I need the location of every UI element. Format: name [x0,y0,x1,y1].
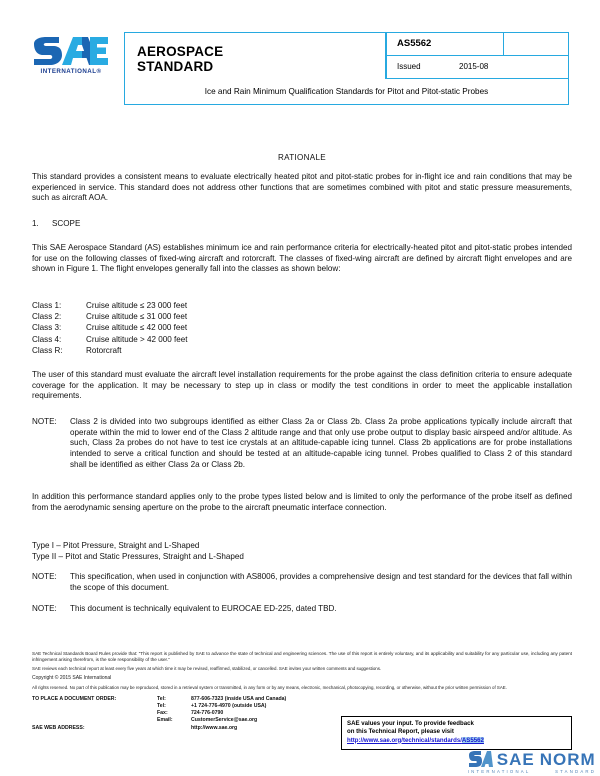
class-value: Rotorcraft [86,345,122,355]
note-tag: NOTE: [32,604,57,613]
contact-spacer [157,725,191,732]
watermark-subtext [468,769,596,774]
feedback-line-2: on this Technical Report, please visit [347,728,454,736]
note-class2 [32,417,572,471]
class-label: Class 3: [32,323,62,333]
contact-email[interactable]: CustomerService@sae.org [191,717,258,724]
feedback-line-1: SAE values your input. To provide feedback [347,720,474,727]
class-value: Cruise altitude ≤ 42 000 feet [86,323,188,333]
user-requirements-paragraph: The user of this standard must evaluate the aircraft level installation requirements for the probe against the class definition criteria to ensure adequate coverage for the application. It may be necessary to step up in class or modify the test conditions in order to meet the applicable installation requirements. [32,370,572,401]
probe-type-list [32,540,432,562]
contact-spacer [32,703,157,710]
scope-heading-label: SCOPE [52,219,81,228]
sae-logo-block [32,32,124,75]
sae-logo-tagline: INTERNATIONAL® [40,68,102,75]
class-list-item [32,300,332,311]
scope-number: 1. [32,219,39,228]
feedback-box [341,716,572,750]
class-list-item [32,311,332,322]
footer-copyright: Copyright © 2015 SAE International [32,675,112,682]
document-header [32,32,569,105]
probe-type-item: Type I – Pitot Pressure, Straight and L-Shaped [32,541,200,550]
contact-value: 877-606-7323 (inside USA and Canada) [191,695,287,702]
feedback-url-prefix: http://www.sae.org/technical/standards/ [347,736,462,744]
class-list-item [32,322,332,333]
class-value: Cruise altitude ≤ 23 000 feet [86,301,188,310]
class-label: Class 1: [32,301,62,310]
note-eurocae [32,604,572,615]
document-number: AS5562 [386,32,504,56]
order-label: TO PLACE A DOCUMENT ORDER: [32,695,117,702]
sae-norm-watermark [468,750,596,774]
rationale-paragraph: This standard provides a consistent means to evaluate electrically heated pitot and pitot-static probes for in-flight ice and rain conditions that may be experienced in service. This standard does not address other functions that are sometimes combined with pitot and static pressure measurements, such as aircraft AOA. [32,172,572,203]
class-list-item [32,345,332,356]
class-list [32,300,332,356]
document-subtitle: Ice and Rain Minimum Qualification Standards for Pitot and Pitot-static Probes [124,79,569,105]
scope-heading [32,219,80,228]
watermark-text-secondary: NORM [539,749,596,769]
note-text: This document is technically equivalent to EUROCAE ED-225, dated TBD. [70,604,337,613]
watermark-sub-right: STANDARD [555,769,596,774]
watermark-text-primary: SAE [496,749,535,769]
class-label: Class R: [32,345,63,355]
class-label: Class 4: [32,334,62,344]
header-title-cell [124,32,386,79]
rationale-heading: RATIONALE [278,153,326,162]
web-address[interactable]: http://www.sae.org [191,724,238,731]
watermark-sub-left: INTERNATIONAL [467,769,531,774]
contact-row [32,696,572,703]
contact-row [32,703,572,710]
header-title-line2: STANDARD [137,58,214,74]
class-list-item [32,334,332,345]
class-label: Class 2: [32,312,62,322]
probe-type-item: Type II – Pitot and Static Pressures, Straight and L-Shaped [32,552,244,562]
contact-key: Tel: [157,702,166,709]
sae-logo-icon [32,36,110,66]
contact-spacer [32,710,157,717]
contact-value: +1 724-776-4970 (outside USA) [191,702,267,709]
contact-key: Email: [157,717,173,724]
header-table [124,32,569,105]
header-title-line1: AEROSPACE [137,43,224,59]
feedback-url-doc: AS5562 [461,736,484,744]
watermark-row [468,750,596,768]
scope-paragraph: This SAE Aerospace Standard (AS) establishes minimum ice and rain performance criteria for electrically-heated pitot and pitot-static probes intended for use on the following classes of fixed-wing aircraft and rotorcraft. The classes of fixed-wing aircraft are defined by aircraft flight envelopes and are shown in Figure 1. The flight envelopes generally fall into the classes as shown below: [32,243,572,274]
issued-label: Issued [397,62,421,72]
footer-disclaimer-1: SAE Technical Standards Board Rules provide that: “This report is published by SAE to advance the state of technical and engineering sciences. The use of this report is entirely voluntary, and its applicability and suitability for any particular use, including any patent infringement arising therefrom, is the sole responsibility of the user.” [32,651,572,662]
sae-logo [32,36,110,75]
contact-key: Tel: [157,695,166,702]
footer-rights: All rights reserved. No part of this publication may be reproduced, stored in a retrieval system or transmitted, in any form or by any means, electronic, mechanical, photocopying, recording, or otherwise, without the prior written permission of SAE. [32,685,507,691]
feedback-url-row[interactable] [347,737,566,745]
addition-paragraph: In addition this performance standard applies only to the probe types listed below and is limited to only the performance of the probe itself as defined from the aerodynamic sensing aperture on the probe to the aircraft pneumatic interface connection. [32,492,572,512]
note-text: Class 2 is divided into two subgroups identified as either Class 2a or Class 2b. Class 2a probe applications typically include aircraft that operate within the mid to lower end of the Class 2 altitude range and that only use probe output to display basic airspeed and/or altitude. As such, Class 2a probes do not have to test ice crystals at an altitude-capable icing tunnel. Class 2b applications are for probe installations intended to serve a critical function and should be tested at an altitude-capable icing tunnel. Probes qualified to Class 2 of this standard shall be identified as either Class 2a or Class 2b. [70,417,572,469]
issued-date: 2015-08 [459,62,489,72]
note-tag: NOTE: [32,572,57,581]
class-value: Cruise altitude ≤ 31 000 feet [86,312,188,322]
contact-spacer [32,717,157,724]
feedback-url[interactable] [347,737,484,744]
footer-disclaimer-2: SAE reviews each technical report at least every five years at which time it may be revised, reaffirmed, stabilized, or cancelled. SAE invites your written comments and suggestions. [32,665,382,671]
issued-cell [386,56,569,80]
note-text: This specification, when used in conjunction with AS8006, provides a comprehensive design and test standard for the devices that fall within the scope of this document. [70,572,572,592]
watermark-sae-icon [468,750,494,768]
contact-key: Fax: [157,710,168,717]
header-blank-cell [504,32,569,56]
web-label: SAE WEB ADDRESS: [32,724,85,731]
note-tag: NOTE: [32,417,57,426]
note-as8006 [32,572,572,593]
contact-value: 724-776-0790 [191,710,224,717]
class-value: Cruise altitude > 42 000 feet [86,334,188,344]
